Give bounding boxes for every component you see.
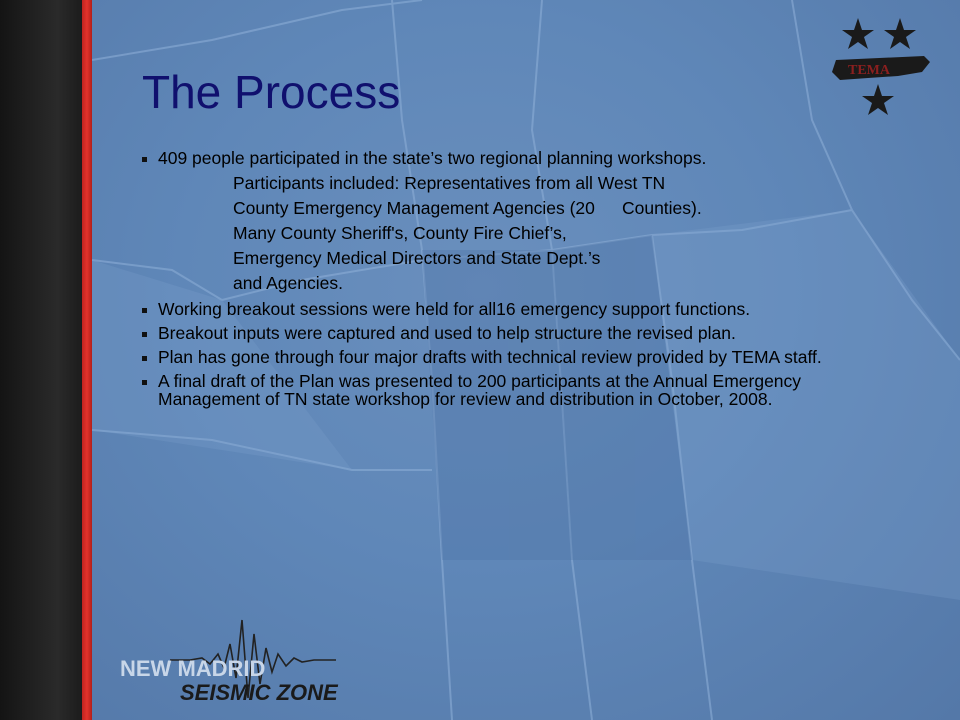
bullet-text: A final draft of the Plan was presented to 200 participants at the Annual Emergency Management of TN state workshop for review and distribution in October, 2008.	[158, 371, 802, 409]
bullet-subline: Emergency Medical Directors and State Dept.’s	[233, 248, 601, 268]
bullet-text: Plan has gone through four major drafts with technical review provided by TEMA staff.	[158, 347, 822, 367]
bullet-subline: and Agencies.	[233, 273, 343, 293]
slide-title: The Process	[142, 66, 401, 118]
bullet-item	[138, 146, 838, 171]
new-madrid-seismic-zone-logo	[110, 614, 380, 714]
seismic-zone-text: SEISMIC ZONE	[180, 680, 338, 705]
new-madrid-text: NEW MADRID	[120, 656, 266, 681]
bullet-text: Breakout inputs were captured and used to help structure the revised plan.	[158, 323, 736, 343]
bullet-item	[138, 300, 838, 318]
bullet-subline: Participants included: Representatives from all West TN	[233, 173, 666, 193]
red-accent-bar	[82, 0, 92, 720]
left-dark-strip	[0, 0, 82, 720]
bullet-subline: Many County Sheriff's, County Fire Chief’s,	[233, 223, 567, 243]
bullet-text: Working breakout sessions were held for all16 emergency support functions.	[158, 299, 751, 319]
bullet-item	[138, 324, 838, 342]
bullet-text: 409 people participated in the state’s two regional planning workshops.	[158, 148, 707, 168]
slide-content	[138, 146, 838, 414]
tema-text: TEMA	[848, 63, 890, 78]
tema-logo	[828, 14, 938, 124]
bullet-subline: County Emergency Management Agencies (20 Counties).	[233, 198, 702, 218]
bullet-item	[138, 348, 838, 366]
bullet-item	[138, 372, 838, 408]
